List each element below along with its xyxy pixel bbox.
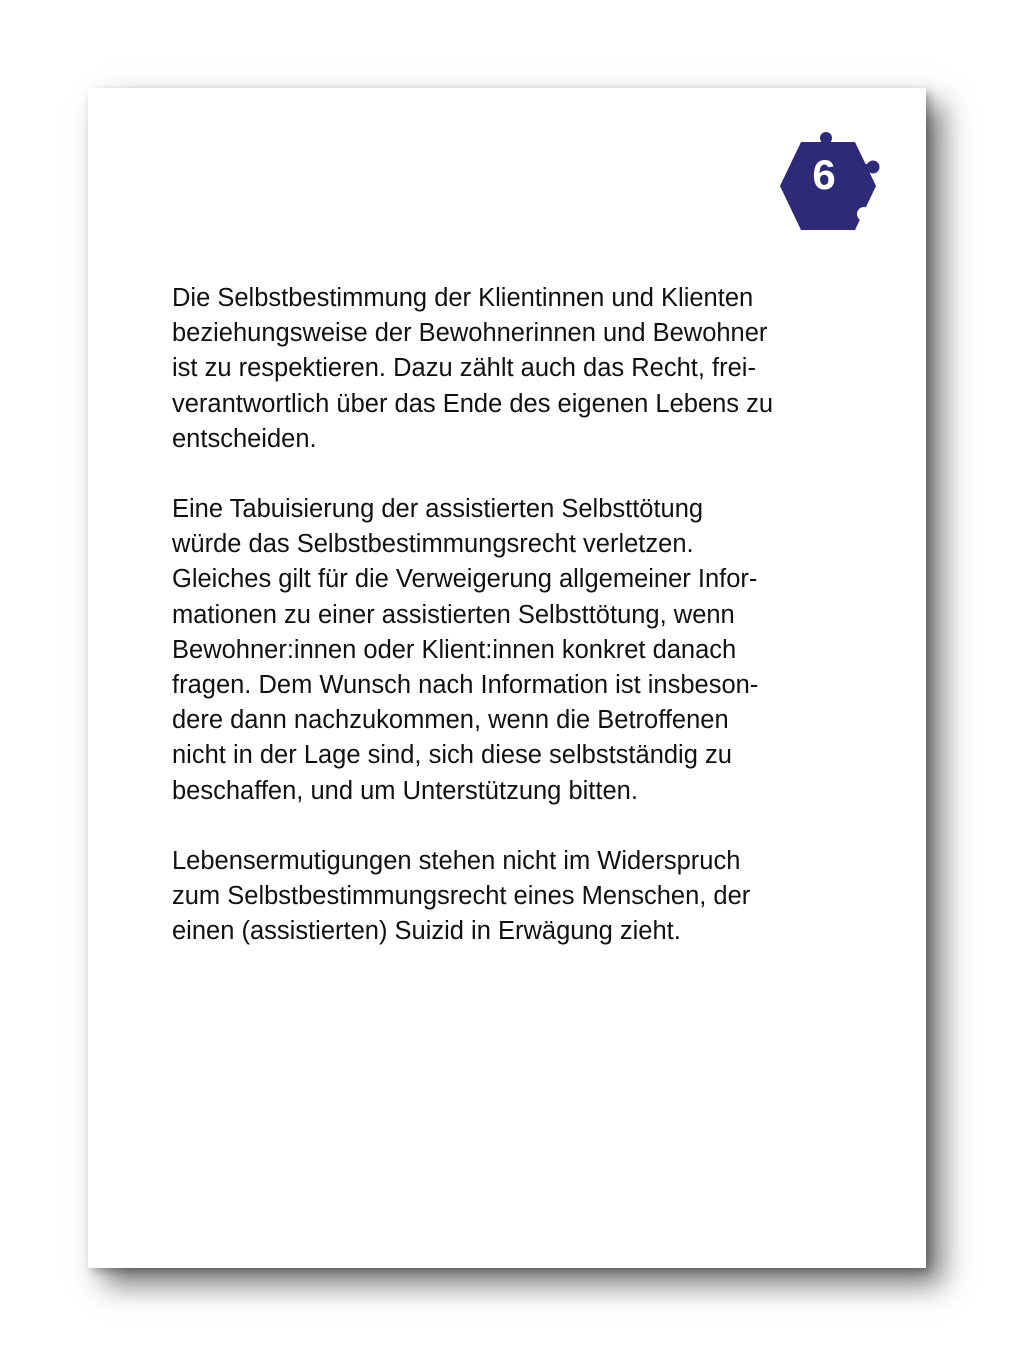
text-line: Lebensermutigungen stehen nicht im Widerspruch xyxy=(172,846,741,875)
text-line: fragen. Dem Wunsch nach Information ist insbeson- xyxy=(172,671,759,700)
text-line: Eine Tabuisierung der assistierten Selbsttötung xyxy=(172,495,704,524)
puzzle-socket-right xyxy=(857,207,871,221)
text-line: nicht in der Lage sind, sich diese selbstständig zu xyxy=(172,741,732,770)
text-line: entscheiden. xyxy=(172,424,317,453)
text-line: ist zu respektieren. Dazu zählt auch das Recht, frei- xyxy=(172,354,756,383)
paragraph-self-determination xyxy=(172,281,862,457)
text-line: verantwortlich über das Ende des eigenen Lebens zu xyxy=(172,389,774,418)
card xyxy=(88,88,926,1268)
card-number: 6 xyxy=(812,151,836,198)
paragraph-life-encouragement xyxy=(172,844,862,950)
paragraph-tabooing xyxy=(172,492,862,809)
number-badge xyxy=(776,132,880,236)
text-line: Die Selbstbestimmung der Klientinnen und Klienten xyxy=(172,284,754,312)
text-line: zum Selbstbestimmungsrecht eines Menschen, der xyxy=(172,882,751,911)
text-line: beziehungsweise der Bewohnerinnen und Bewohner xyxy=(172,319,768,348)
text-line: Bewohner:innen oder Klient:innen konkret danach xyxy=(172,635,737,664)
text-line: Gleiches gilt für die Verweigerung allgemeiner Infor- xyxy=(172,565,758,594)
text-line: dere dann nachzukommen, wenn die Betroffenen xyxy=(172,706,729,735)
text-line: beschaffen, und um Unterstützung bitten. xyxy=(172,776,638,805)
text-line: einen (assistierten) Suizid in Erwägung zieht. xyxy=(172,917,681,946)
text-line: mationen zu einer assistierten Selbsttötung, wenn xyxy=(172,600,735,629)
text-line: würde das Selbstbestimmungsrecht verletzen. xyxy=(172,530,694,559)
card-text xyxy=(172,281,862,984)
puzzle-knob-top xyxy=(820,132,832,144)
